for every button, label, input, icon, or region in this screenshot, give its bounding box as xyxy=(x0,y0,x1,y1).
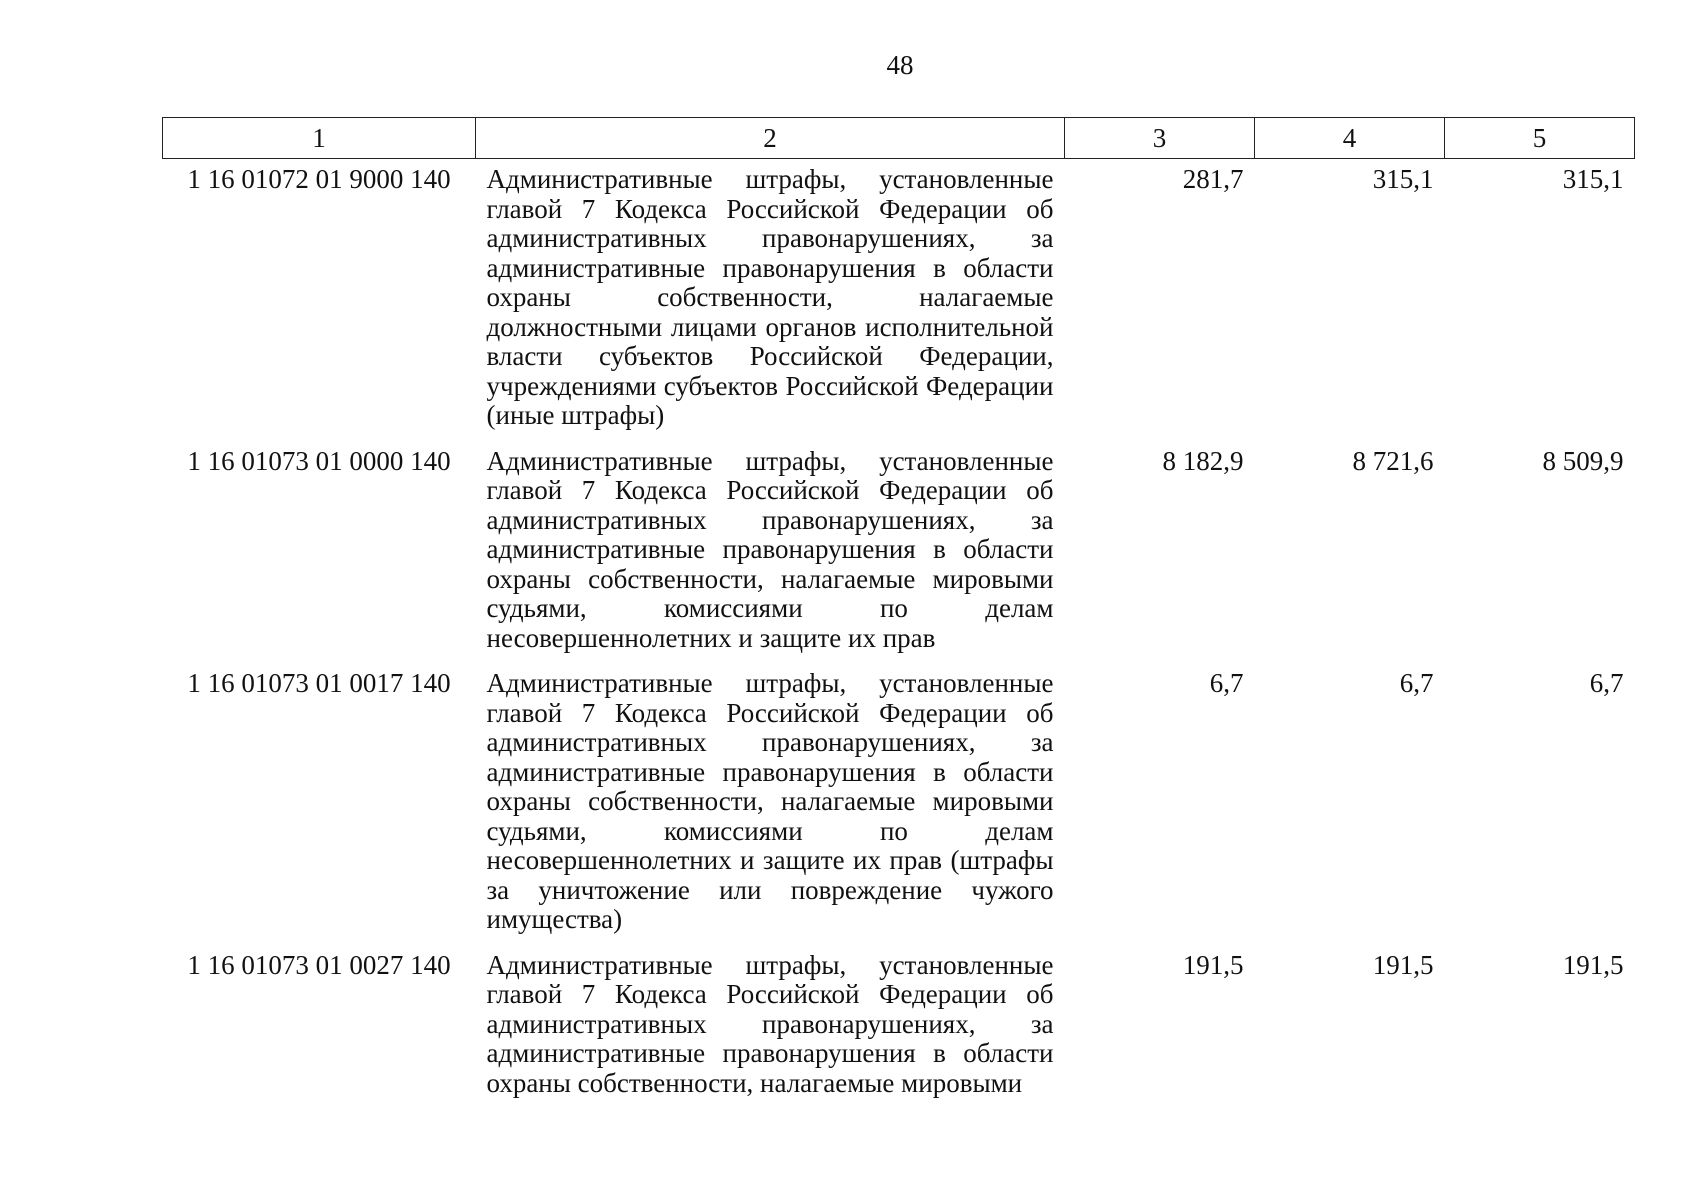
table-row xyxy=(163,945,1635,1109)
table-body xyxy=(163,159,1635,1109)
header-col-3: 3 xyxy=(1065,118,1255,159)
row-description: Административные штрафы, установленные главой 7 Кодекса Российской Федерации об административных правонарушениях, за административные правонарушения в области охраны собственности, налагаемые должностными лицами органов исполнительной власти субъектов Российской Федерации, учреждениями субъектов Российской Федерации (иные штрафы) xyxy=(486,164,1054,430)
value-col-3: 8 182,9 xyxy=(1162,445,1244,476)
value-col-4: 6,7 xyxy=(1399,668,1434,698)
table-row xyxy=(163,663,1635,945)
value-col-3: 191,5 xyxy=(1182,949,1244,980)
row-description: Административные штрафы, установленные главой 7 Кодекса Российской Федерации об административных правонарушениях, за административные правонарушения в области охраны собственности, налагаемые мировыми судьями, комиссиями по делам несовершеннолетних и защите их прав xyxy=(486,445,1054,653)
value-col-5: 6,7 xyxy=(1589,668,1624,698)
row-description: Административные штрафы, установленные главой 7 Кодекса Российской Федерации об административных правонарушениях, за административные правонарушения в области охраны собственности, налагаемые мировыми xyxy=(486,949,1054,1098)
value-col-4: 191,5 xyxy=(1372,949,1434,980)
value-col-5: 315,1 xyxy=(1562,164,1624,194)
value-col-3: 6,7 xyxy=(1209,668,1244,698)
budget-code: 1 16 01073 01 0000 140 xyxy=(187,445,451,476)
value-col-5: 8 509,9 xyxy=(1542,445,1624,476)
budget-code: 1 16 01072 01 9000 140 xyxy=(187,164,451,194)
budget-code: 1 16 01073 01 0027 140 xyxy=(187,949,451,980)
budget-code: 1 16 01073 01 0017 140 xyxy=(187,668,451,698)
header-col-1: 1 xyxy=(163,118,476,159)
table-row xyxy=(163,441,1635,664)
table-row xyxy=(163,159,1635,441)
row-description: Административные штрафы, установленные главой 7 Кодекса Российской Федерации об административных правонарушениях, за административные правонарушения в области охраны собственности, налагаемые мировыми судьями, комиссиями по делам несовершеннолетних и защите их прав (штрафы за уничтожение или повреждение чужого имущества) xyxy=(486,668,1054,934)
header-col-2: 2 xyxy=(476,118,1065,159)
value-col-4: 315,1 xyxy=(1372,164,1434,194)
header-row xyxy=(163,118,1635,159)
header-col-5: 5 xyxy=(1445,118,1635,159)
budget-table xyxy=(162,117,1635,1108)
value-col-4: 8 721,6 xyxy=(1352,445,1434,476)
value-col-5: 191,5 xyxy=(1562,949,1624,980)
header-col-4: 4 xyxy=(1255,118,1445,159)
table-header xyxy=(163,118,1635,159)
value-col-3: 281,7 xyxy=(1182,164,1244,194)
page-number: 48 xyxy=(886,50,914,80)
